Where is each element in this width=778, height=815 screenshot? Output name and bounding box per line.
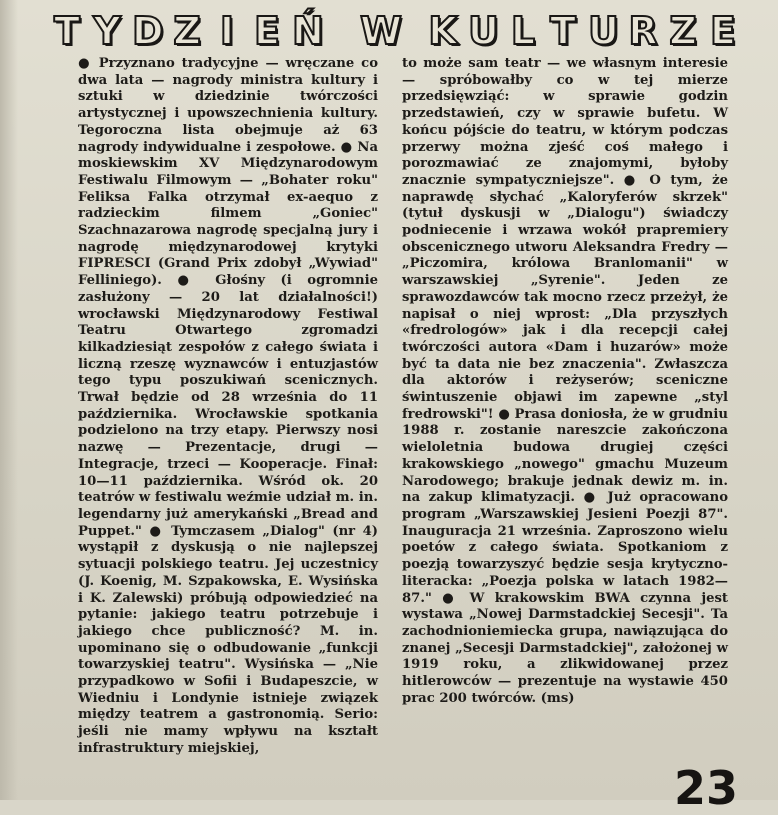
masthead-letter: I [219, 9, 239, 53]
article-column-left [78, 56, 378, 758]
masthead-letter: K [428, 9, 462, 53]
article-text-right: to może sam teatr — we własnym interesie — spróbowałby co w tej mierze przedsięwziąć: w sprawie godzin przedstawień, czy w sprawie bufetu. W końcu pójście do teatru, w którym podczas przerwy można zjeść coś małego i porozmawiać ze znajomymi, byłoby znacznie sympatyczniejsze". ● O tym, że naprawdę słychać „Kaloryferów skrzek" (tytuł dyskusji w „Dialogu") świadczy podniecenie i wrzawa wokół prapremiery obscenicznego utworu Aleksandra Fredry — „Piczomira, królowa Branlomanii" w warszawskiej „Syrenie". Jeden ze sprawozdawców tak mocno rzecz przeżył, że napisał o niej wprost: „Dla przyszłych «fredrologów» jak i dla recepcji całej twórczości autora «Dam i huzarów» może być ta data nie bez znaczenia". Zwłaszcza dla aktorów i reżyserów; sceniczne świntuszenie objawi im zapewne „styl fredrowski"! ● Prasa doniosła, że w grudniu 1988 r. zostanie nareszcie zakończona wieloletnia budowa drugiej części krakowskiego „nowego" gmachu Muzeum Narodowego; brakuje jednak dewiz m. in. na zakup klimatyzacji. ● Już opracowano program „Warszawskiej Jesieni Poezji 87". Inauguracja 21 września. Zaproszono wielu poetów z całego świata. Spotkaniom z poezją towarzyszyć będzie sesja krytyczno-literacka: „Poezja polska w latach 1982—87." ● W krakowskim BWA czynna jest wystawa „Nowej Darmstadckiej Secesji". Ta zachodnioniemiecka grupa, nawiązująca do znanej „Secesji Darmstadckiej", założonej w 1919 roku, a zlikwidowanej przez hitlerowców — prezentuje na wystawie 450 prac 200 twórców. (ms) [402, 56, 728, 706]
masthead-letter: Ń [292, 9, 328, 53]
masthead-letter: U [468, 9, 503, 53]
article-text-left: ● Przyznano tradycyjne — wręczane co dwa lata — nagrody ministra kultury i sztuki w dziedzinie twórczości artystycznej i upowszechnienia kultury. Tegoroczna lista obejmuje aż 63 nagrody indywidualne i zespołowe. ● Na moskiewskim XV Międzynarodowym Festiwalu Filmowym — „Bohater roku" Feliksa Falka otrzymał ex-aequo z radzieckim filmem „Goniec" Szachnazarowa nagrodę specjalną jury i nagrodę międzynarodowej krytyki FIPRESCI (Grand Prix zdobył „Wywiad" Felliniego). ● Głośny (i ogromnie zasłużony — 20 lat działalności!) wrocławski Międzynarodowy Festiwal Teatru Otwartego zgromadzi kilkadziesiąt zespołów z całego świata i liczną rzeszę wyznawców i entuzjastów tego typu poszukiwań scenicznych. Trwał będzie od 28 września do 11 października. Wrocławskie spotkania podzielono na trzy etapy. Pierwszy nosi nazwę — Prezentacje, drugi — Integracje, trzeci — Kooperacje. Finał: 10—11 października. Wśród ok. 20 teatrów w festiwalu weźmie udział m. in. legendarny już amerykański „Bread and Puppet." ● Tymczasem „Dialog" (nr 4) wystąpił z dyskusją o nie najlepszej sytuacji polskiego teatru. Jej uczestnicy (J. Koenig, M. Szpakowska, E. Wysińska i K. Zalewski) próbują odpowiedzieć na pytanie: jakiego teatru potrzebuje i jakiego chce publiczność? M. in. upominano się o odbudowanie „funkcji towarzyskiej teatru". Wysińska — „Nie przypadkowo w Sofii i Budapeszcie, w Wiedniu i Londynie istnieje związek między teatrem a gastronomią. Serio: jeśli nie mamy wpływu na kształt infrastruktury miejskiej, [78, 56, 378, 756]
masthead-letter: Z [669, 9, 701, 53]
section-masthead [52, 8, 742, 54]
masthead-letter: U [588, 9, 623, 53]
page-fold-shadow [0, 0, 18, 800]
masthead-letter: L [510, 9, 540, 53]
article-column-right [402, 56, 728, 707]
masthead-letter: T [550, 9, 580, 53]
masthead-letter: E [710, 9, 740, 53]
masthead-letter: D [132, 9, 168, 53]
masthead-letter: R [628, 9, 662, 53]
masthead-letter: Y [93, 9, 125, 53]
page-number: 23 [673, 761, 738, 815]
masthead-letter: E [254, 9, 284, 53]
masthead-letter: W [360, 9, 406, 53]
masthead-letter: T [54, 9, 84, 53]
masthead-letter: Z [173, 9, 205, 53]
